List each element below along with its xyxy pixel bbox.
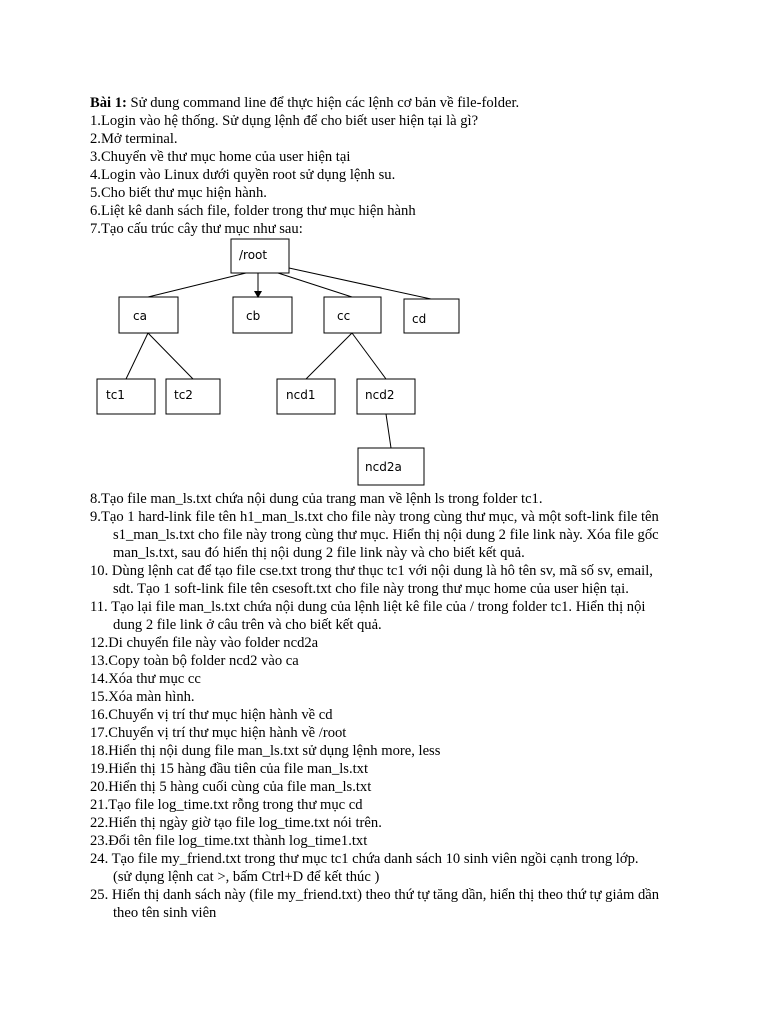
task-item-24-line2: (sử dụng lệnh cat >, bấm Ctrl+D để kết thúc ) bbox=[113, 869, 380, 885]
task-item-25-line2: theo tên sinh viên bbox=[113, 905, 217, 921]
task-item-23: 23.Đổi tên file log_time.txt thành log_time1.txt bbox=[90, 833, 368, 849]
tree-label-ncd1: ncd1 bbox=[286, 388, 316, 402]
tree-node-cb bbox=[233, 297, 292, 333]
tree-edge-cc-ncd2 bbox=[352, 333, 386, 379]
task-item-6: 6.Liệt kê danh sách file, folder trong thư mục hiện hành bbox=[90, 203, 416, 219]
task-item-7: 7.Tạo cấu trúc cây thư mục như sau: bbox=[90, 221, 303, 237]
directory-tree-diagram bbox=[0, 0, 768, 500]
task-item-9-line3: man_ls.txt, sau đó hiển thị nội dung 2 file link này và cho biết kết quả. bbox=[113, 545, 525, 561]
task-item-12: 12.Di chuyển file này vào folder ncd2a bbox=[90, 635, 319, 651]
task-item-9-line2: s1_man_ls.txt cho file này trong cùng thư mục. Hiển thị nội dung 2 file link này. Xóa file gốc bbox=[113, 527, 659, 543]
tree-label-ncd2a: ncd2a bbox=[365, 460, 402, 474]
tree-label-cb: cb bbox=[246, 309, 261, 323]
tree-label-cd: cd bbox=[412, 312, 427, 326]
task-item-15: 15.Xóa màn hình. bbox=[90, 689, 195, 705]
task-item-21: 21.Tạo file log_time.txt rỗng trong thư mục cd bbox=[90, 797, 363, 813]
task-item-11-line2: dung 2 file link ở câu trên và cho biết kết quả. bbox=[113, 617, 382, 633]
task-item-3: 3.Chuyển về thư mục home của user hiện tại bbox=[90, 149, 351, 165]
task-item-17: 17.Chuyển vị trí thư mục hiện hành về /root bbox=[90, 725, 347, 741]
tree-edge-ca-tc2 bbox=[148, 333, 193, 379]
tree-label-cc: cc bbox=[337, 309, 351, 323]
task-item-5: 5.Cho biết thư mục hiện hành. bbox=[90, 185, 267, 201]
tree-label-tc2: tc2 bbox=[174, 388, 193, 402]
tree-node-ca bbox=[119, 297, 178, 333]
exercise-title: Sử dung command line để thực hiện các lệnh cơ bản về file-folder. bbox=[126, 95, 520, 111]
task-item-25-line1: 25. Hiển thị danh sách này (file my_friend.txt) theo thứ tự tăng dần, hiển thị theo thứ tự giảm dần bbox=[90, 887, 660, 903]
task-item-24-line1: 24. Tạo file my_friend.txt trong thư mục tc1 chứa danh sách 10 sinh viên ngồi cạnh trong lớp. bbox=[90, 851, 639, 867]
task-item-13: 13.Copy toàn bộ folder ncd2 vào ca bbox=[90, 653, 299, 669]
task-item-11-line1: 11. Tạo lại file man_ls.txt chứa nội dung của lệnh liệt kê file của / trong folder tc1. Hiển thị nội bbox=[90, 599, 646, 615]
tree-edge-ca-tc1 bbox=[126, 333, 148, 379]
task-item-22: 22.Hiển thị ngày giờ tạo file log_time.txt nói trên. bbox=[90, 815, 382, 831]
tree-edge-ncd2-ncd2a bbox=[386, 414, 391, 448]
task-item-1: 1.Login vào hệ thống. Sử dụng lệnh để cho biết user hiện tại là gì? bbox=[90, 113, 479, 129]
tree-node-cc bbox=[324, 297, 381, 333]
task-item-20: 20.Hiển thị 5 hàng cuối cùng của file man_ls.txt bbox=[90, 779, 372, 795]
tree-label-tc1: tc1 bbox=[106, 388, 125, 402]
tree-edge-root-cc bbox=[278, 273, 352, 297]
exercise-number: Bài 1: bbox=[90, 95, 127, 111]
tree-edge-cc-ncd1 bbox=[306, 333, 352, 379]
task-item-2: 2.Mở terminal. bbox=[90, 131, 178, 147]
tree-label-ca: ca bbox=[133, 309, 147, 323]
tree-edge-root-ca bbox=[148, 273, 246, 297]
task-item-19: 19.Hiển thị 15 hàng đầu tiên của file man_ls.txt bbox=[90, 761, 369, 777]
task-item-8: 8.Tạo file man_ls.txt chứa nội dung của trang man về lệnh ls trong folder tc1. bbox=[90, 491, 543, 507]
task-item-10-line1: 10. Dùng lệnh cat để tạo file cse.txt trong thư thục tc1 với nội dung là hô tên sv, mã số sv, email, bbox=[90, 563, 653, 579]
task-item-9-line1: 9.Tạo 1 hard-link file tên h1_man_ls.txt cho file này trong cùng thư mục, và một soft-link file tên bbox=[90, 509, 659, 525]
task-item-10-line2: sdt. Tạo 1 soft-link file tên csesoft.txt cho file này trong thư mục home của user hiện tại. bbox=[113, 581, 629, 597]
tree-label-ncd2: ncd2 bbox=[365, 388, 395, 402]
task-item-14: 14.Xóa thư mục cc bbox=[90, 671, 201, 687]
task-item-18: 18.Hiển thị nội dung file man_ls.txt sử dụng lệnh more, less bbox=[90, 743, 441, 759]
tree-label-root: /root bbox=[239, 248, 268, 262]
task-item-4: 4.Login vào Linux dưới quyền root sử dụng lệnh su. bbox=[90, 167, 396, 183]
task-item-16: 16.Chuyển vị trí thư mục hiện hành về cd bbox=[90, 707, 333, 723]
